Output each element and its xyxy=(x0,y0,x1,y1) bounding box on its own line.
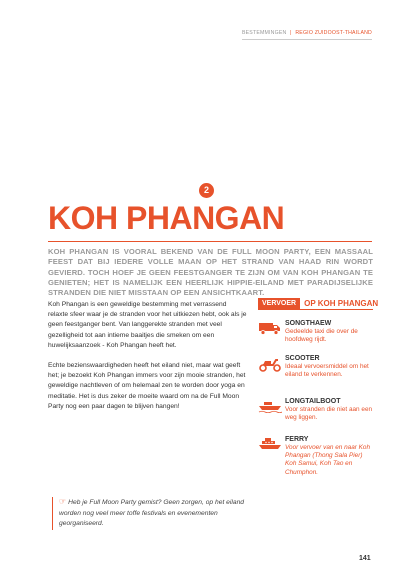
vervoer-header xyxy=(258,298,382,309)
page-title: KOH PHANGAN xyxy=(48,200,285,236)
transport-name: SONGTHAEW xyxy=(285,320,332,327)
transport-item-songthaew xyxy=(258,320,373,344)
vervoer-location: OP KOH PHANGAN xyxy=(304,299,379,308)
transport-item-longtailboot xyxy=(258,398,373,422)
running-head-region: REGIO ZUIDOOST-THAILAND xyxy=(295,30,372,36)
transport-item-scooter xyxy=(258,355,373,379)
pointing-hand-icon: ☞ xyxy=(59,497,67,506)
running-head-rule xyxy=(242,39,372,40)
transport-name: SCOOTER xyxy=(285,355,320,362)
ferry-icon xyxy=(258,437,282,451)
transport-desc: Ideaal vervoersmiddel om het eiland te verkennen. xyxy=(285,363,369,379)
longtail-boat-icon xyxy=(258,399,282,413)
vervoer-rule xyxy=(258,309,373,310)
transport-name: FERRY xyxy=(285,436,309,443)
transport-desc: Gedeelde taxi die over de hoofdweg rijdt. xyxy=(285,328,358,344)
body-paragraph-2: Echte bezienswaardigheden heeft het eiland niet, maar wat geeft het; je bezoekt Koh Phangan immers voor zijn mooie stranden, het geweldige nachtleven of om helemaal zen te worden door yoga en meditatie. Het is dus zeker de moeite waard om na de Full Moon Party nog een paar dagen te blijven hangen! xyxy=(48,362,246,410)
tip-box xyxy=(52,497,247,530)
page-number: 141 xyxy=(359,555,371,562)
vervoer-label: VERVOER xyxy=(258,298,300,309)
transport-item-ferry xyxy=(258,436,373,477)
body-paragraph-1: Koh Phangan is een geweldige bestemming met verrassend relaxte sfeer waar je de stranden voor het uitkiezen hebt, ook als je geen feestganger bent. Van langgerekte stranden met veel gezelligheid tot aan intieme baaitjes die smeken om een huwelijksaanzoek - Koh Phangan heeft het. xyxy=(48,301,247,349)
title-rule xyxy=(48,241,372,242)
running-head xyxy=(242,30,372,36)
transport-desc: Voor stranden die niet aan een weg liggen. xyxy=(285,406,373,422)
running-head-separator: | xyxy=(290,30,292,36)
chapter-number-badge: 2 xyxy=(199,183,214,198)
tip-text: Heb je Full Moon Party gemist? Geen zorgen, op het eiland worden nog veel meer toffe festivals en evenementen georganiseerd. xyxy=(59,499,245,527)
intro-paragraph: KOH PHANGAN IS VOORAL BEKEND VAN DE FULL MOON PARTY, EEN MASSAAL FEEST DAT BIJ IEDERE VOLLE MAAN OP HET STRAND VAN HAAD RIN WORDT GEVIERD. TOCH HOEF JE GEEN FEESTGANGER TE ZIJN OM VAN KOH PHANGAN TE GENIETEN; HET IS NAMELIJK EEN HEERLIJK HIPPIE-EILAND MET PARADIJSELIJKE STRANDEN DIE NIET MISSTAAN OP EEN ANSICHTKAART. xyxy=(48,247,373,298)
scooter-icon xyxy=(258,356,282,372)
transport-desc: Voor vervoer van en naar Koh Phangan (Thong Sala Pier) Koh Samui, Koh Tao en Chumphon. xyxy=(285,444,371,476)
songthaew-truck-icon xyxy=(258,321,282,335)
running-head-section: BESTEMMINGEN xyxy=(241,30,287,36)
transport-name: LONGTAILBOOT xyxy=(285,398,341,405)
body-text xyxy=(48,300,248,422)
